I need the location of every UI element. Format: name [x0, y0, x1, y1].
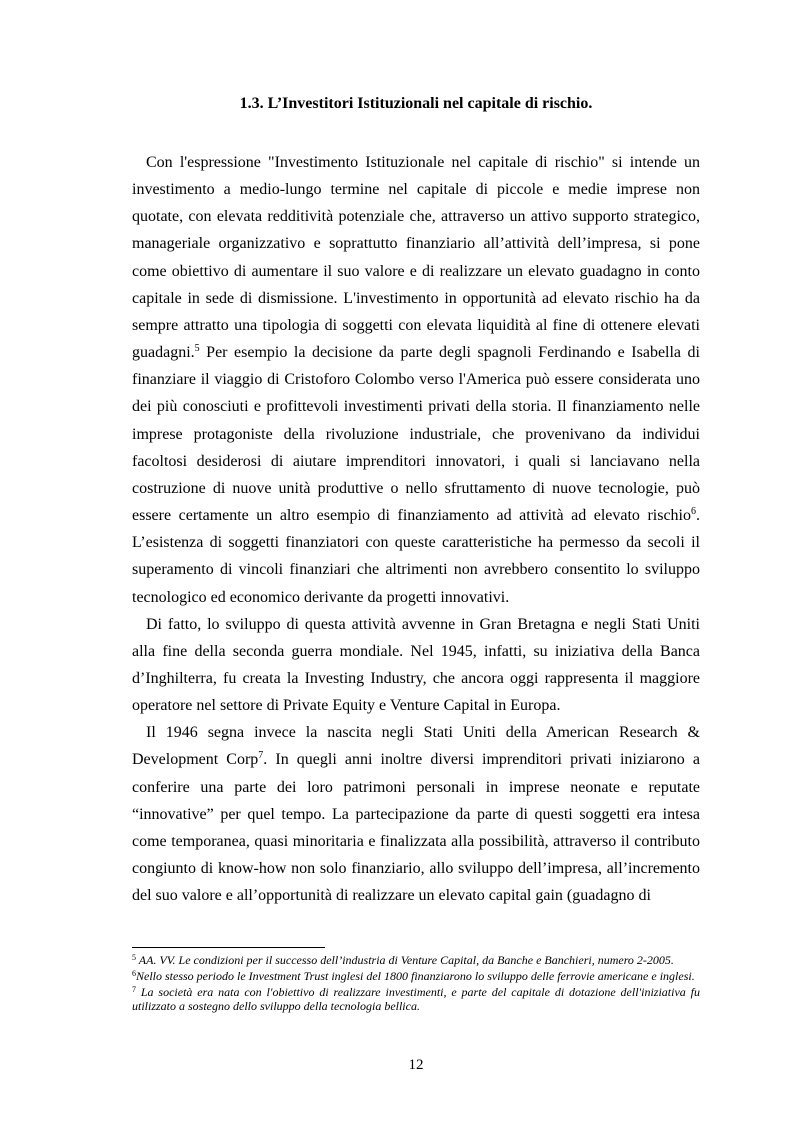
paragraph-2: Di fatto, lo sviluppo di questa attività avvenne in Gran Bretagna e negli Stati Uniti alla fine della seconda guerra mondiale. Nel 1945, infatti, su iniziativa della Banca d’Inghilterra, fu creata la Investing Industry, che ancora oggi rappresenta il maggiore operatore nel settore di Private Equity e Venture Capital in Europa.: [132, 615, 700, 715]
paragraph-3-text-a: Il 1946 segna invece la nascita negli Stati Uniti della American Research & Development Corp: [132, 724, 700, 769]
footnote-ref-7[interactable]: 7: [258, 750, 264, 762]
footnote-text: Nello stesso periodo le Investment Trust inglesi del 1800 finanziarono lo sviluppo delle ferrovie americane e inglesi.: [136, 969, 695, 983]
footnote-text: AA. VV. Le condizioni per il successo dell’industria di Venture Capital, da Banche e Banchieri, numero 2-2005.: [136, 953, 674, 967]
section-heading: 1.3. L’Investitori Istituzionali nel capitale di rischio.: [239, 95, 593, 112]
footnote-5: [132, 953, 700, 967]
page-number: 12: [408, 1057, 424, 1073]
footnote-ref-5[interactable]: 5: [194, 343, 200, 355]
footnote-number: 5: [132, 953, 136, 962]
footnotes: [132, 953, 700, 1015]
paragraph-3-text-b: . In quegli anni inoltre diversi imprenditori privati iniziarono a conferire una parte dei loro patrimoni personali in imprese neonate e reputate “innovative” per quel tempo. La partecipazione da parte di questi soggetti era intesa come temporanea, quasi minoritaria e finalizzata alla possibilità, attraverso il contributo congiunto di know-how non solo finanziario, allo sviluppo dell’impresa, all’incremento del suo valore e all’opportunità di realizzare un elevato capital gain (guadagno di: [132, 751, 700, 905]
paragraph-1-text-a: Con l'espressione "Investimento Istituzionale nel capitale di rischio" si intende un investimento a medio-lungo termine nel capitale di piccole e medie imprese non quotate, con elevata redditività potenziale che, attraverso un attivo supporto strategico, manageriale organizzativo e soprattutto finanziario all’attività dell’impresa, si pone come obiettivo di aumentare il suo valore e di realizzare un elevato guadagno in conto capitale in sede di dismissione. L'investimento in opportunità ad elevato rischio ha da sempre attratto una tipologia di soggetti con elevata liquidità al fine di ottenere elevati guadagni.: [132, 154, 700, 362]
footnote-number: 7: [132, 985, 136, 994]
footnote-number: 6: [132, 969, 136, 978]
paragraph-1-text-c: . L’esistenza di soggetti finanziatori con queste caratteristiche ha permesso da secoli il superamento di vincoli finanziari che altrimenti non avrebbero consentito lo sviluppo tecnologico ed economico derivante da progetti innovativi.: [132, 507, 700, 606]
footnote-text: La società era nata con l'obiettivo di realizzare investimenti, e parte del capitale di dotazione dell'iniziativa fu utilizzato a sostegno dello sviluppo della tecnologia bellica.: [132, 985, 700, 1013]
footnote-6: [132, 969, 700, 983]
paragraph-1: [132, 149, 700, 611]
paragraph-1-text-b: Per esempio la decisione da parte degli spagnoli Ferdinando e Isabella di finanziare il viaggio di Cristoforo Colombo verso l'America può essere considerata uno dei più conosciuti e profittevoli investimenti privati della storia. Il finanziamento nelle imprese protagoniste della rivoluzione industriale, che provenivano da individui facoltosi desiderosi di aiutare imprenditori innovatori, i quali si lanciavano nella costruzione di nuove unità produttive o nello sfruttamento di nuove tecnologie, può essere certamente un altro esempio di finanziamento ad attività ad elevato rischio: [132, 344, 700, 525]
paragraph-3: [132, 719, 700, 909]
body-text: [132, 149, 700, 909]
footnote-7: [132, 985, 700, 1013]
footnote-ref-6[interactable]: 6: [691, 506, 696, 518]
footnote-divider: [132, 947, 325, 948]
